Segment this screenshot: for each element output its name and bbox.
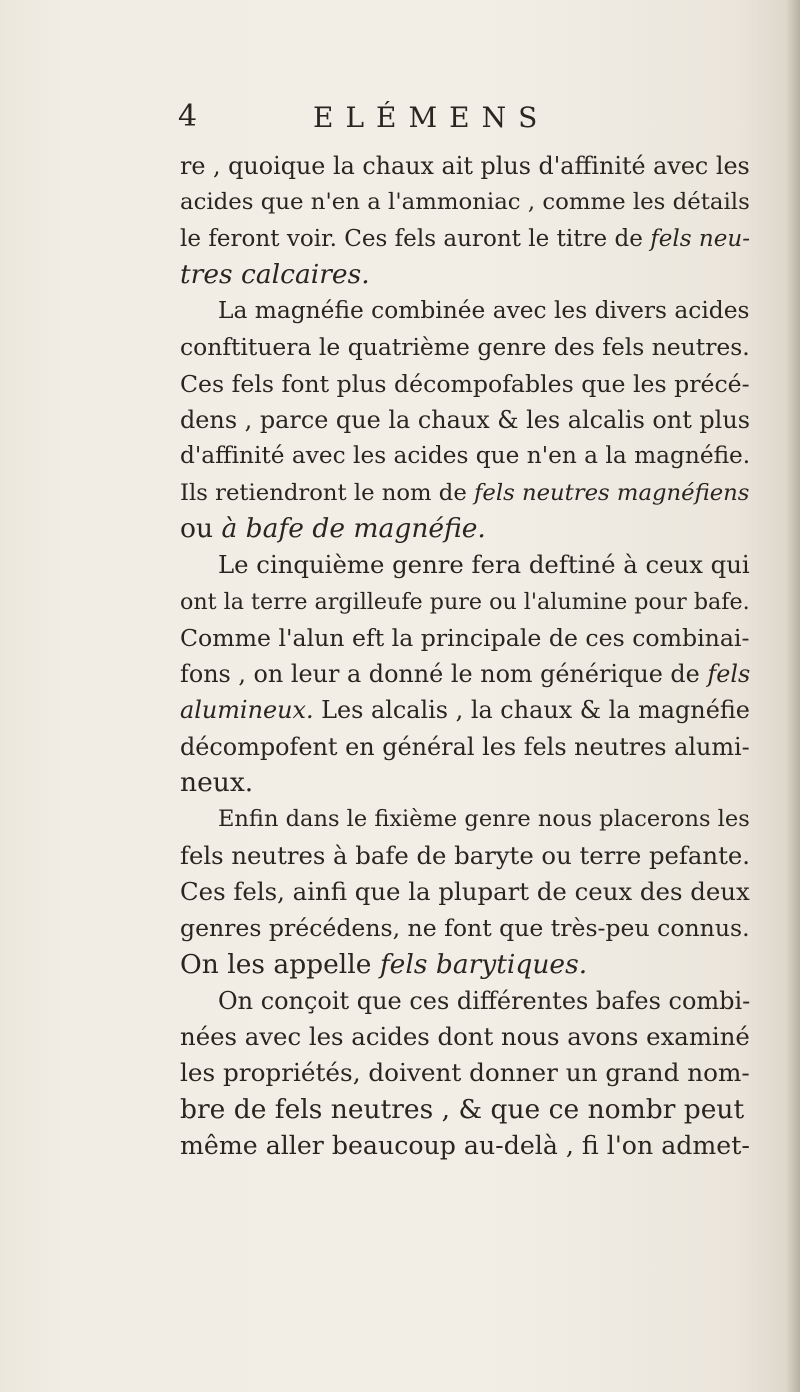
text-line bbox=[180, 801, 750, 837]
text-line bbox=[180, 584, 750, 620]
text-line bbox=[180, 620, 750, 656]
text-segment: genres précédens, ne font que très-peu connus. bbox=[180, 914, 750, 943]
text-line bbox=[180, 221, 750, 257]
text-segment: ont la terre argilleufe pure ou l'alumine pour bafe. bbox=[180, 588, 750, 615]
body-text bbox=[180, 148, 750, 1164]
text-line bbox=[180, 729, 750, 765]
text-segment: ou bbox=[180, 512, 222, 544]
text-line bbox=[180, 765, 750, 801]
text-line bbox=[180, 184, 750, 220]
italic-text-segment: fels bbox=[707, 660, 751, 689]
text-segment: même aller beaucoup au-delà , fi l'on admet- bbox=[180, 1131, 750, 1161]
text-segment: dens , parce que la chaux & les alcalis ont plus bbox=[180, 406, 750, 435]
text-line bbox=[180, 947, 750, 983]
text-segment: Le cinquième genre fera deftiné à ceux qui bbox=[218, 550, 750, 580]
text-segment: bre de fels neutres , & que ce nombr peut bbox=[180, 1093, 745, 1125]
page-edge-shadow bbox=[786, 0, 800, 1392]
text-line bbox=[180, 1128, 750, 1164]
text-line bbox=[180, 547, 750, 583]
text-segment: Les alcalis , la chaux & la magnéfie bbox=[313, 696, 750, 725]
text-segment: fels neutres à bafe de baryte ou terre pefante. bbox=[180, 840, 750, 870]
italic-text-segment: fels neutres magnéfiens bbox=[473, 479, 750, 506]
italic-text-segment: fels barytiques. bbox=[379, 948, 588, 980]
text-segment: Ces fels font plus décompofables que les précé- bbox=[180, 369, 750, 398]
text-line bbox=[180, 874, 750, 910]
page-header bbox=[178, 98, 738, 138]
text-line bbox=[180, 475, 750, 511]
text-line bbox=[180, 366, 750, 402]
text-line bbox=[180, 656, 750, 692]
italic-text-segment: fels neu- bbox=[650, 225, 750, 252]
text-line bbox=[180, 329, 750, 365]
italic-text-segment: tres calcaires. bbox=[180, 258, 370, 290]
text-segment: d'affinité avec les acides que n'en a la magnéfie. bbox=[180, 442, 751, 470]
text-segment: On conçoit que ces différentes bafes combi- bbox=[218, 986, 751, 1015]
text-segment: acides que n'en a l'ammoniac , comme les détails bbox=[180, 189, 750, 216]
italic-text-segment: alumineux. bbox=[180, 696, 314, 725]
text-segment: Ces fels, ainfi que la plupart de ceux des deux bbox=[180, 876, 750, 906]
text-line bbox=[180, 1019, 750, 1055]
text-line bbox=[180, 1055, 750, 1091]
text-line bbox=[180, 402, 750, 438]
text-segment: Ils retiendront le nom de bbox=[180, 479, 474, 506]
text-line bbox=[180, 511, 750, 547]
text-segment: Comme l'alun eft la principale de ces combinai- bbox=[180, 623, 750, 652]
text-segment: conftituera le quatrième genre des fels neutres. bbox=[180, 333, 750, 362]
text-segment: neux. bbox=[180, 767, 254, 799]
running-title: ELÉMENS bbox=[313, 101, 550, 134]
text-line bbox=[180, 293, 750, 329]
text-segment: La magnéfie combinée avec les divers acides bbox=[218, 297, 750, 325]
text-line bbox=[180, 257, 750, 293]
italic-text-segment: à bafe de magnéfie. bbox=[221, 512, 486, 544]
text-segment: fons , on leur a donné le nom générique de bbox=[180, 660, 708, 689]
text-segment: re , quoique la chaux ait plus d'affinité avec les bbox=[180, 152, 750, 180]
text-segment: le feront voir. Ces fels auront le titre de bbox=[180, 225, 651, 252]
text-segment: Enfin dans le fixième genre nous placerons les bbox=[218, 806, 750, 833]
text-line bbox=[180, 148, 750, 184]
text-segment: les propriétés, doivent donner un grand nom- bbox=[180, 1058, 750, 1088]
text-segment: décompofent en général les fels neutres alumi- bbox=[180, 732, 750, 761]
text-line bbox=[180, 1092, 750, 1128]
text-line bbox=[180, 438, 750, 474]
text-line bbox=[180, 838, 750, 874]
text-line bbox=[180, 692, 750, 728]
page-number: 4 bbox=[178, 99, 198, 134]
text-segment: nées avec les acides dont nous avons examiné bbox=[180, 1022, 750, 1052]
text-line bbox=[180, 983, 750, 1019]
text-segment: On les appelle bbox=[180, 948, 380, 980]
text-line bbox=[180, 910, 750, 946]
